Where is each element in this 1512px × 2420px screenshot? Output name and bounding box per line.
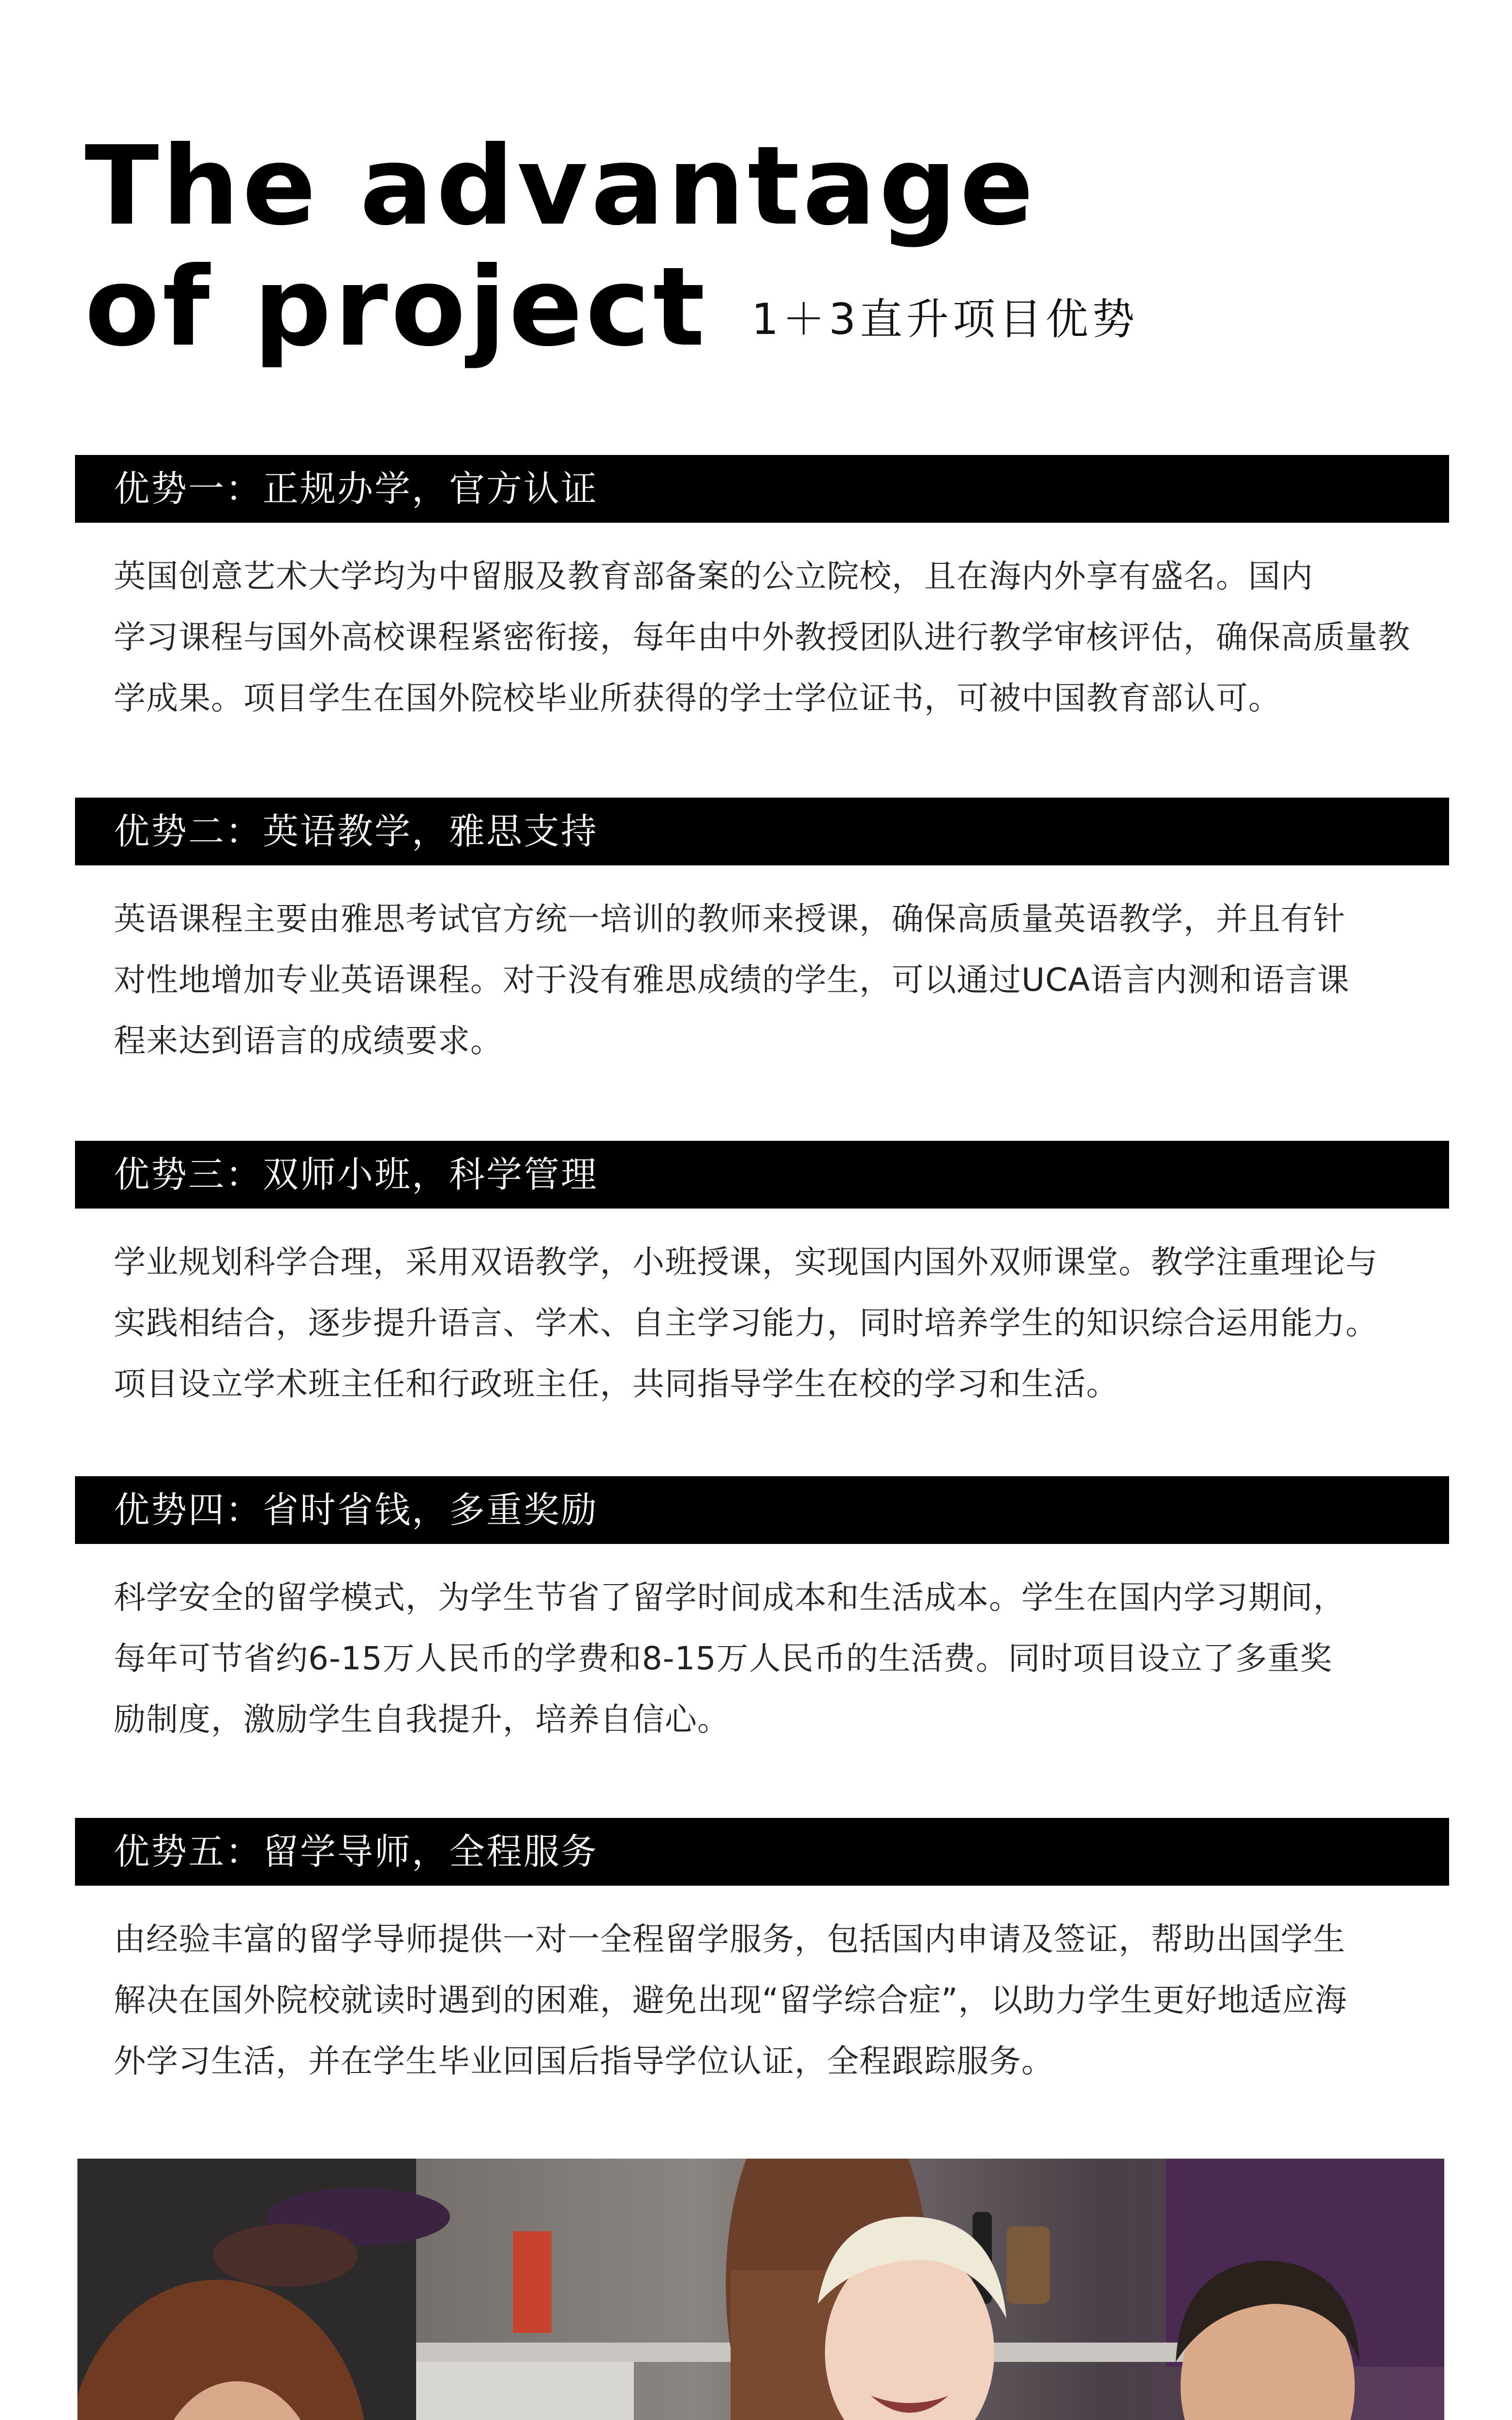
page-title-line-2 [85, 244, 1439, 375]
body-line: 解决在国外院校就读时遇到的困难，避免出现“留学综合症”，以助力学生更好地适应海 [114, 1981, 1347, 2019]
section-heading: 优势五：留学导师，全程服务 [75, 1818, 1449, 1886]
page-title-line-2-text: of project [85, 244, 708, 371]
section-body [114, 546, 1430, 729]
body-line: 科学安全的留学模式，为学生节省了留学时间成本和生活成本。学生在国内学习期间， [114, 1579, 1346, 1616]
section-body [114, 1909, 1430, 2092]
body-line: 学成果。项目学生在国外院校毕业所获得的学士学位证书，可被中国教育部认可。 [114, 680, 1281, 717]
body-line: 每年可节省约6-15万人民币的学费和8-15万人民币的生活费。同时项目设立了多重奖 [114, 1640, 1332, 1677]
body-line: 对性地增加专业英语课程。对于没有雅思成绩的学生，可以通过UCA语言内测和语言课 [114, 961, 1350, 998]
section-body [114, 1232, 1430, 1415]
page-heading [85, 123, 1439, 375]
body-line: 程来达到语言的成绩要求。 [114, 1022, 503, 1059]
section-body [114, 889, 1430, 1072]
advantage-section-4 [75, 1476, 1449, 1750]
body-line: 外学习生活，并在学生毕业回国后指导学位认证，全程跟踪服务。 [114, 2042, 1054, 2080]
students-photo [77, 2159, 1444, 2420]
section-heading: 优势三：双师小班，科学管理 [75, 1141, 1449, 1209]
body-line: 学习课程与国外高校课程紧密衔接，每年由中外教授团队进行教学审核评估，确保高质量教 [114, 619, 1410, 656]
page-subtitle: 1＋3直升项目优势 [751, 294, 1139, 345]
advantage-section-3 [75, 1141, 1449, 1415]
body-line: 由经验丰富的留学导师提供一对一全程留学服务，包括国内申请及签证，帮助出国学生 [114, 1921, 1346, 1958]
advantage-section-1 [75, 455, 1449, 729]
section-body [114, 1567, 1430, 1750]
section-heading: 优势一：正规办学，官方认证 [75, 455, 1449, 523]
body-line: 实践相结合，逐步提升语言、学术、自主学习能力，同时培养学生的知识综合运用能力。 [114, 1304, 1378, 1342]
advantage-section-5 [75, 1818, 1449, 2092]
section-heading: 优势四：省时省钱，多重奖励 [75, 1476, 1449, 1544]
body-line: 英国创意艺术大学均为中留服及教育部备案的公立院校，且在海内外享有盛名。国内 [114, 558, 1313, 595]
body-line: 英语课程主要由雅思考试官方统一培训的教师来授课，确保高质量英语教学，并且有针 [114, 900, 1346, 938]
advantage-section-2 [75, 798, 1449, 1072]
page-title-line-1: The advantage [85, 123, 1037, 250]
body-line: 学业规划科学合理，采用双语教学，小班授课，实现国内国外双师课堂。教学注重理论与 [114, 1243, 1378, 1281]
body-line: 励制度，激励学生自我提升，培养自信心。 [114, 1701, 730, 1738]
body-line: 项目设立学术班主任和行政班主任，共同指导学生在校的学习和生活。 [114, 1365, 1119, 1403]
section-heading: 优势二：英语教学，雅思支持 [75, 798, 1449, 865]
